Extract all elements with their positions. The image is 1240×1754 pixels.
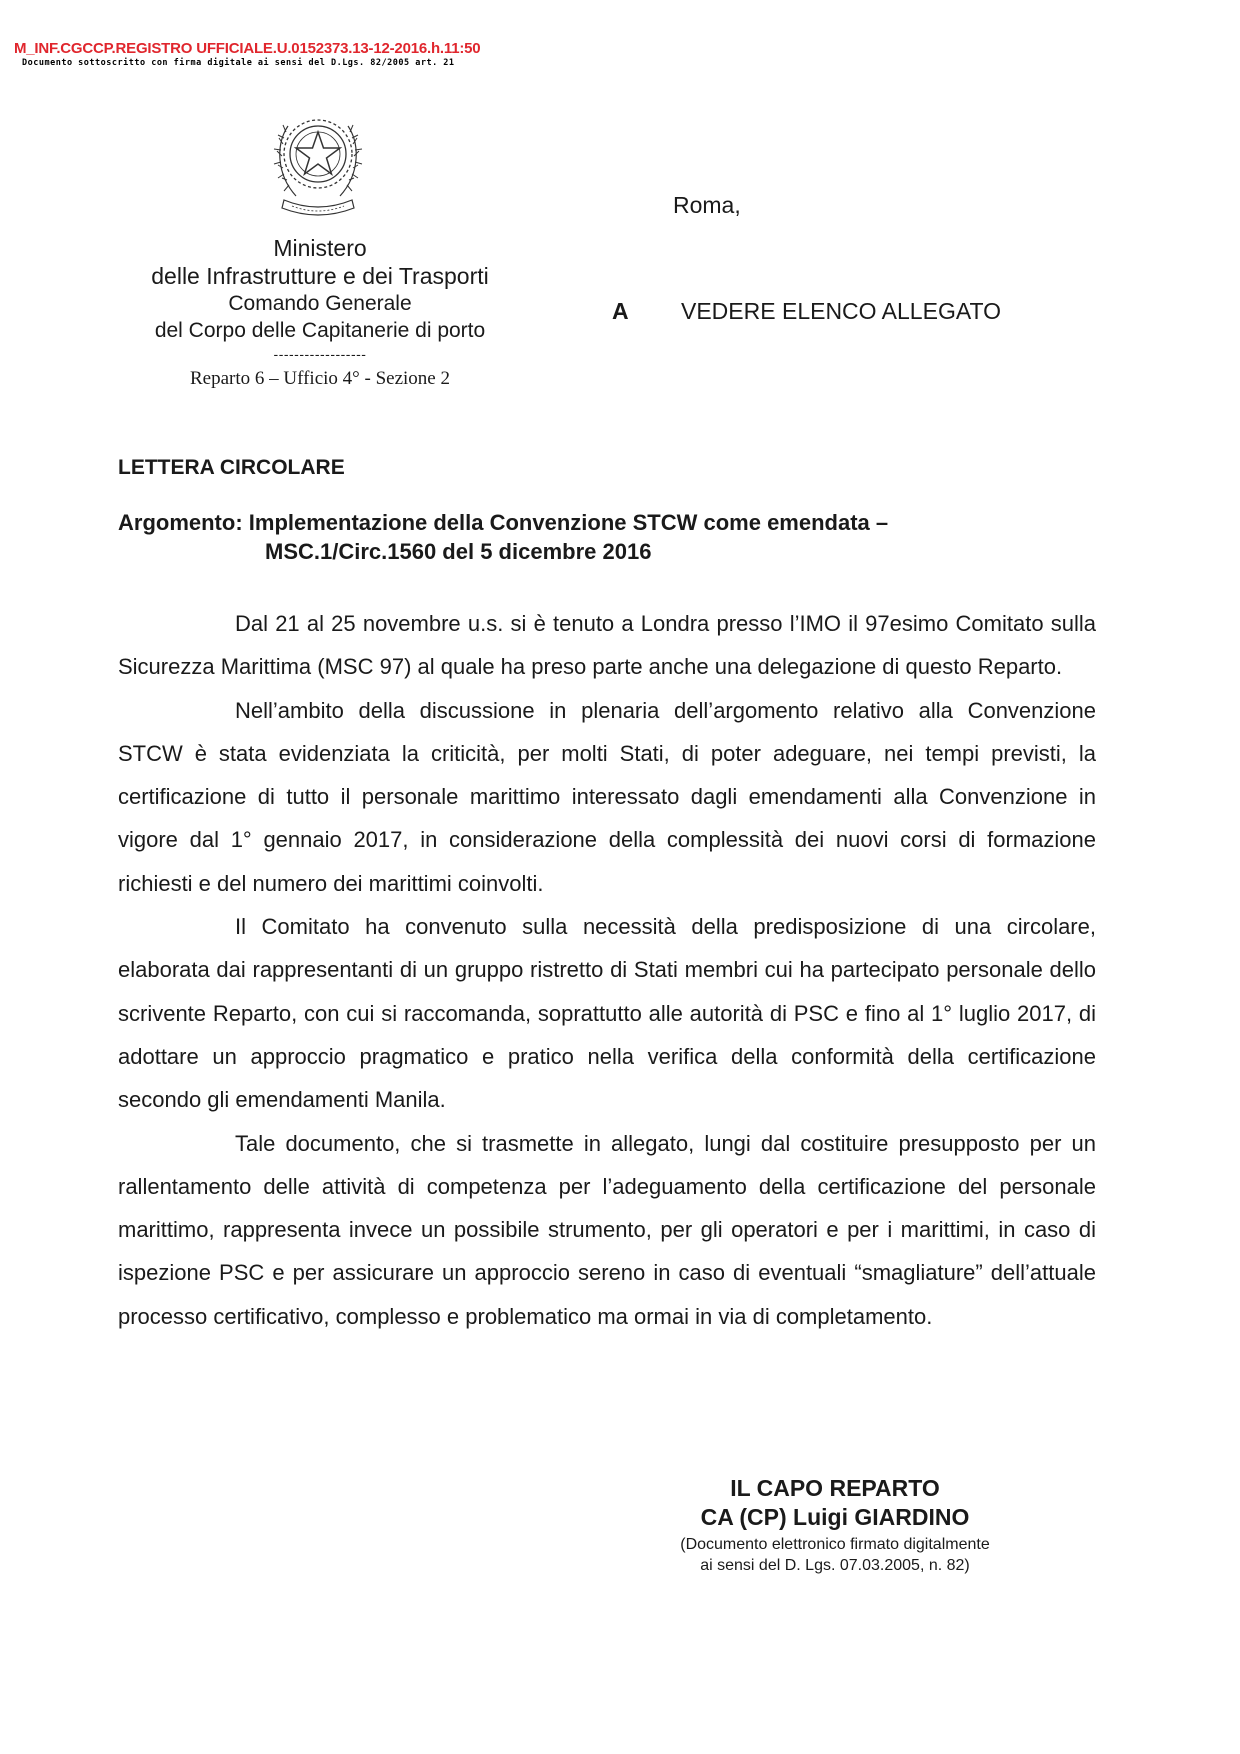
signer-title: IL CAPO REPARTO [730,1475,940,1501]
ministry-header [100,234,540,392]
italian-republic-emblem-icon [262,104,374,226]
ministry-separator: ------------------ [273,346,367,362]
recipient: VEDERE ELENCO ALLEGATO [681,298,1001,324]
body-paragraph: Tale documento, che si trasmette in allegato, lungi dal costituire presupposto per un rallentamento delle attività di competenza per l’adeguamento della certificazione del personale marittimo, rappresenta invece un possibile strumento, per gli operatori e per i marittimi, in caso di ispezione PSC e per assicurare un approccio sereno in caso di eventuali “smagliature” dell’attuale processo certificativo, complesso e problematico ma ormai in via di completamento. [118,1130,1096,1329]
body-paragraph: Il Comitato ha convenuto sulla necessità della predisposizione di una circolare, elaborata dai rappresentanti di un gruppo ristretto di Stati membri cui ha partecipato personale dello scrivente Reparto, con cui si raccomanda, soprattutto alle autorità di PSC e fino al 1° luglio 2017, di adottare un approccio pragmatico e pratico nella verifica della conformità della certificazione secondo gli emendamenti Manila. [118,914,1096,1113]
body-paragraph: Dal 21 al 25 novembre u.s. si è tenuto a Londra presso l’IMO il 97esimo Comitato sulla Sicurezza Marittima (MSC 97) al quale ha preso parte anche una delegazione di questo Reparto. [118,611,1096,680]
ministry-line-4: del Corpo delle Capitanerie di porto [154,319,486,342]
signature-note-1: (Documento elettronico firmato digitalmente [680,1536,990,1553]
ministry-line-2: delle Infrastrutture e dei Trasporti [151,263,489,289]
protocol-stamp: M_INF.CGCCP.REGISTRO UFFICIALE.U.0152373.13-12-2016.h.11:50 [14,40,481,57]
subject-line-1: Argomento: Implementazione della Convenzione STCW come emendata – [118,510,889,535]
ministry-line-1: Ministero [273,235,367,261]
recipient-prefix: A [612,298,629,324]
signer-name: CA (CP) Luigi GIARDINO [700,1504,970,1530]
signature-block [610,1474,1060,1576]
document-type: LETTERA CIRCOLARE [118,456,345,479]
place-date: Roma, [673,192,741,218]
letter-body [118,602,1096,1338]
ministry-office: Reparto 6 – Ufficio 4° - Sezione 2 [190,368,450,389]
digital-signature-note: Documento sottoscritto con firma digitale ai sensi del D.Lgs. 82/2005 art. 21 [22,58,455,68]
body-paragraph: Nell’ambito della discussione in plenaria dell’argomento relativo alla Convenzione STCW è stata evidenziata la criticità, per molti Stati, di poter adeguare, nei tempi previsti, la certificazione di tutto il personale marittimo interessato dagli emendamenti alla Convenzione in vigore dal 1° gennaio 2017, in considerazione della complessità dei nuovi corsi di formazione richiesti e del numero dei marittimi coinvolti. [118,697,1096,896]
ministry-line-3: Comando Generale [228,292,412,315]
subject-line-2: MSC.1/Circ.1560 del 5 dicembre 2016 [265,539,652,564]
subject [118,508,888,566]
signature-note-2: ai sensi del D. Lgs. 07.03.2005, n. 82) [700,1557,970,1574]
